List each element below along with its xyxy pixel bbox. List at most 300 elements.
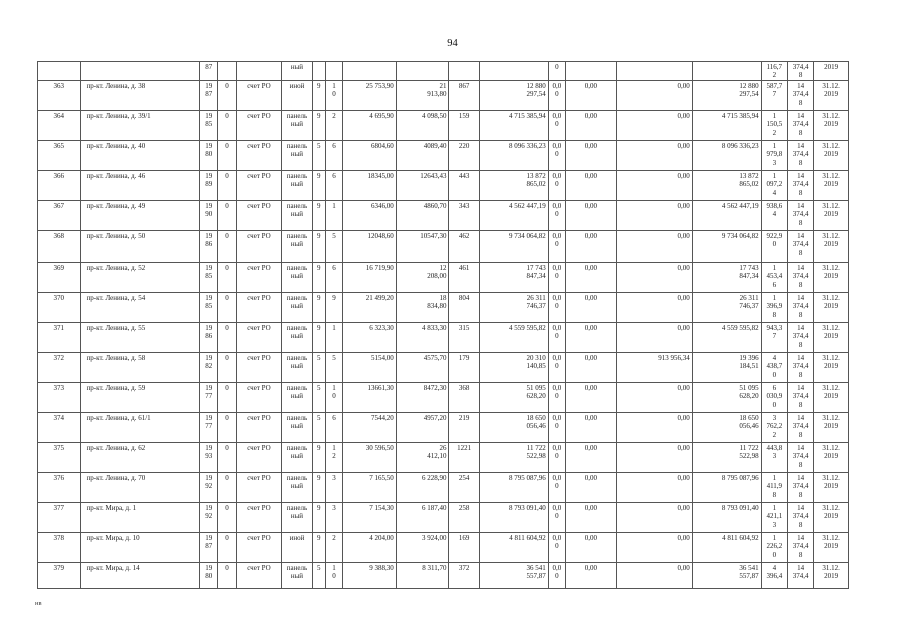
deadline-text: 31.12. [822, 353, 840, 362]
total-cost-cell [479, 110, 548, 140]
build-year-text: 19 [205, 293, 213, 302]
build-year-text: 19 [205, 231, 213, 240]
unit-cost-text: 453,4 [766, 272, 783, 281]
max-unit-cost-text: 8 [798, 520, 803, 529]
zero-flag-text: 0 [225, 533, 229, 542]
row-number-text: 365 [53, 141, 65, 150]
max-unit-cost-text: 8 [798, 71, 803, 80]
total-area-text: 4 204,00 [369, 533, 394, 542]
row-number-text: 372 [53, 353, 65, 362]
wall-material-text: панель [286, 201, 308, 210]
total-cost-text: 51 095 [526, 383, 546, 392]
zero-flag-cell [218, 352, 236, 382]
deadline-text: 31.12. [822, 171, 840, 180]
residents-cell [449, 292, 479, 322]
entrances-text: 2 [332, 452, 336, 461]
zero-flag-text: 0 [225, 323, 229, 332]
fund-method-cell [236, 472, 282, 502]
total-cost-text: 8 795 087,96 [509, 473, 546, 482]
floors-text: 9 [316, 81, 321, 90]
unit-cost-text: 226,2 [766, 542, 783, 551]
unit-cost-cell [761, 352, 787, 382]
build-year-cell [200, 412, 218, 442]
subsidy-text: 0,00 [584, 383, 597, 392]
entrances-cell [325, 322, 342, 352]
total-cost-cell [479, 80, 548, 110]
build-year-text: 19 [205, 171, 213, 180]
fund-cost-cell [692, 412, 761, 442]
build-year-cell [200, 502, 218, 532]
max-unit-cost-cell [787, 230, 813, 262]
fund-method-cell [236, 110, 282, 140]
build-year-cell [200, 352, 218, 382]
entrances-cell [325, 532, 342, 562]
fund-method-text: счет РО [247, 503, 271, 512]
total-area-cell [343, 110, 397, 140]
fund-cost-cell [692, 230, 761, 262]
fund-cost-text: 847,34 [739, 272, 759, 281]
address-text: пр-кт. Ленина, д. 54 [86, 293, 146, 302]
floors-text: 5 [316, 141, 321, 150]
build-year-text: 93 [205, 452, 213, 461]
owner-funds-text: 0,00 [677, 81, 690, 90]
share-cell [548, 200, 565, 230]
table-row [38, 352, 849, 382]
residents-cell [449, 532, 479, 562]
unit-cost-text: 7 [772, 90, 777, 99]
max-unit-cost-text: 374,4 [792, 240, 809, 249]
wall-material-text: ный [290, 332, 304, 341]
subsidy-cell [566, 140, 617, 170]
total-cost-text: 847,34 [526, 272, 546, 281]
wall-material-cell [282, 80, 312, 110]
build-year-text: 19 [205, 413, 213, 422]
entrances-text: 1 [332, 323, 336, 332]
floors-cell [312, 562, 325, 588]
deadline-text: 2019 [824, 150, 839, 159]
living-area-text: 12 [439, 263, 447, 272]
row-number-cell [38, 562, 81, 588]
deadline-text: 31.12. [822, 201, 840, 210]
deadline-text: 31.12. [822, 503, 840, 512]
build-year-cell [200, 110, 218, 140]
total-area-cell [343, 292, 397, 322]
living-area-cell [396, 262, 449, 292]
residents-text: 220 [458, 141, 470, 150]
build-year-text: 19 [205, 383, 213, 392]
subsidy-cell [566, 382, 617, 412]
share-text: 0,0 [552, 443, 562, 452]
residents-text: 461 [458, 263, 470, 272]
total-cost-text: 4 811 604,92 [509, 533, 546, 542]
residents-text: 443 [458, 171, 470, 180]
unit-cost-cell [761, 170, 787, 200]
total-area-text: 30 596,50 [365, 443, 394, 452]
fund-cost-text: 557,87 [739, 572, 759, 581]
total-area-cell [343, 442, 397, 472]
floors-text: 5 [316, 413, 321, 422]
entrances-cell [325, 80, 342, 110]
max-unit-cost-text: 374,4 [792, 422, 809, 431]
table-row [38, 322, 849, 352]
table-row [38, 80, 849, 110]
row-number-cell [38, 230, 81, 262]
share-text: 0 [555, 542, 559, 551]
floors-cell [312, 262, 325, 292]
deadline-text: 31.12. [822, 293, 840, 302]
entrances-cell [325, 170, 342, 200]
build-year-text: 19 [205, 563, 213, 572]
deadline-cell [814, 230, 849, 262]
total-cost-cell [479, 442, 548, 472]
unit-cost-cell [761, 62, 787, 81]
deadline-cell [814, 562, 849, 588]
wall-material-text: ный [290, 452, 304, 461]
entrances-cell [325, 412, 342, 442]
subsidy-cell [566, 110, 617, 140]
fund-method-text: счет РО [247, 533, 271, 542]
address-text: пр-кт. Ленина, д. 61/1 [86, 413, 151, 422]
build-year-cell [200, 442, 218, 472]
entrances-cell [325, 382, 342, 412]
max-unit-cost-text: 8 [798, 188, 803, 197]
max-unit-cost-text: 374,4 [792, 362, 809, 371]
max-unit-cost-cell [787, 80, 813, 110]
total-area-cell [343, 140, 397, 170]
living-area-text: 3 924,00 [421, 533, 447, 542]
build-year-text: 19 [205, 503, 213, 512]
fund-cost-text: 8 096 336,23 [721, 141, 759, 150]
fund-method-text: счет РО [247, 141, 271, 150]
total-area-text: 12048,60 [367, 231, 394, 240]
fund-method-text: счет РО [247, 323, 271, 332]
fund-cost-cell [692, 110, 761, 140]
total-area-cell [343, 170, 397, 200]
total-cost-text: 4 715 385,94 [509, 111, 546, 120]
address-text: пр-кт. Мира, д. 1 [86, 503, 137, 512]
entrances-text: 3 [332, 503, 336, 512]
wall-material-text: ный [290, 120, 304, 129]
owner-funds-cell [616, 562, 692, 588]
deadline-text: 31.12. [822, 323, 840, 332]
owner-funds-text: 0,00 [677, 563, 690, 572]
floors-text: 9 [316, 443, 321, 452]
share-text: 0,0 [552, 563, 562, 572]
fund-cost-cell [692, 502, 761, 532]
deadline-cell [814, 170, 849, 200]
deadline-text: 2019 [824, 272, 839, 281]
unit-cost-text: 396,4 [766, 572, 783, 581]
wall-material-text: панель [286, 231, 308, 240]
unit-cost-text: 0 [772, 400, 777, 409]
fund-cost-cell [692, 62, 761, 81]
fund-cost-text: 4 559 595,82 [721, 323, 759, 332]
address-cell [80, 442, 200, 472]
unit-cost-cell [761, 532, 787, 562]
total-cost-text: 26 311 [526, 293, 546, 302]
total-area-cell [343, 322, 397, 352]
zero-flag-text: 0 [225, 81, 229, 90]
row-number-cell [38, 200, 81, 230]
max-unit-cost-text: 14 [797, 353, 805, 362]
deadline-cell [814, 140, 849, 170]
deadline-cell [814, 532, 849, 562]
share-text: 0 [555, 512, 559, 521]
wall-material-text: ный [290, 63, 304, 71]
unit-cost-text: 1 [772, 473, 777, 482]
unit-cost-text: 2 [772, 71, 777, 80]
row-number-cell [38, 110, 81, 140]
fund-method-cell [236, 200, 282, 230]
build-year-text: 19 [205, 323, 213, 332]
share-text: 0,0 [552, 353, 562, 362]
total-cost-text: 628,20 [526, 392, 546, 401]
unit-cost-cell [761, 442, 787, 472]
total-cost-text: 36 541 [526, 563, 546, 572]
living-area-cell [396, 230, 449, 262]
share-cell [548, 382, 565, 412]
subsidy-cell [566, 472, 617, 502]
max-unit-cost-text: 374,4 [792, 210, 809, 219]
floors-text: 9 [316, 231, 321, 240]
max-unit-cost-text: 374,4 [792, 90, 809, 99]
max-unit-cost-text: 374,4 [792, 180, 809, 189]
table-row [38, 262, 849, 292]
unit-cost-cell [761, 200, 787, 230]
floors-cell [312, 382, 325, 412]
fund-method-cell [236, 262, 282, 292]
max-unit-cost-text: 14 [797, 263, 805, 272]
subsidy-cell [566, 502, 617, 532]
share-cell [548, 562, 565, 588]
share-text: 0 [555, 272, 559, 281]
residents-text: 258 [458, 503, 470, 512]
row-number-cell [38, 502, 81, 532]
unit-cost-text: 938,6 [766, 201, 783, 210]
entrances-text: 0 [332, 572, 336, 581]
row-number-text: 363 [53, 81, 65, 90]
total-cost-cell [479, 200, 548, 230]
living-area-cell [396, 80, 449, 110]
deadline-text: 31.12. [822, 263, 840, 272]
wall-material-text: ный [290, 422, 304, 431]
share-text: 0 [555, 392, 559, 401]
zero-flag-cell [218, 262, 236, 292]
total-area-text: 9 388,30 [369, 563, 394, 572]
owner-funds-cell [616, 170, 692, 200]
total-cost-cell [479, 62, 548, 81]
build-year-text: 19 [205, 353, 213, 362]
unit-cost-text: 943,3 [766, 323, 783, 332]
deadline-text: 31.12. [822, 443, 840, 452]
max-unit-cost-cell [787, 562, 813, 588]
unit-cost-text: 438,7 [766, 362, 783, 371]
fund-method-cell [236, 62, 282, 81]
wall-material-text: панель [286, 293, 308, 302]
total-cost-cell [479, 292, 548, 322]
deadline-text: 2019 [824, 452, 839, 461]
entrances-cell [325, 140, 342, 170]
max-unit-cost-text: 8 [798, 98, 803, 107]
unit-cost-cell [761, 110, 787, 140]
table-row [38, 382, 849, 412]
residents-cell [449, 230, 479, 262]
table-row [38, 472, 849, 502]
max-unit-cost-text: 8 [798, 248, 803, 257]
unit-cost-cell [761, 230, 787, 262]
total-cost-cell [479, 382, 548, 412]
fund-method-cell [236, 502, 282, 532]
subsidy-text: 0,00 [584, 81, 597, 90]
row-number-text: 376 [53, 473, 65, 482]
wall-material-text: панель [286, 263, 308, 272]
share-text: 0,0 [552, 503, 562, 512]
fund-method-text: счет РО [247, 201, 271, 210]
fund-cost-cell [692, 532, 761, 562]
address-cell [80, 532, 200, 562]
wall-material-text: ный [290, 180, 304, 189]
table-row [38, 442, 849, 472]
max-unit-cost-text: 374,4 [792, 542, 809, 551]
entrances-cell [325, 292, 342, 322]
entrances-text: 1 [332, 563, 336, 572]
address-cell [80, 412, 200, 442]
unit-cost-text: 421,1 [766, 512, 783, 521]
address-cell [80, 472, 200, 502]
max-unit-cost-cell [787, 442, 813, 472]
residents-cell [449, 170, 479, 200]
max-unit-cost-text: 14 [797, 413, 805, 422]
build-year-text: 80 [205, 150, 213, 159]
table-row [38, 230, 849, 262]
fund-method-cell [236, 292, 282, 322]
build-year-cell [200, 562, 218, 588]
fund-cost-text: 865,02 [739, 180, 759, 189]
entrances-text: 6 [332, 171, 336, 180]
share-cell [548, 292, 565, 322]
deadline-text: 31.12. [822, 231, 840, 240]
floors-text: 9 [316, 473, 321, 482]
unit-cost-text: 7 [772, 332, 777, 341]
owner-funds-cell [616, 412, 692, 442]
living-area-cell [396, 110, 449, 140]
max-unit-cost-cell [787, 110, 813, 140]
total-cost-cell [479, 170, 548, 200]
owner-funds-cell [616, 352, 692, 382]
build-year-cell [200, 170, 218, 200]
unit-cost-text: 2 [772, 128, 777, 137]
deadline-text: 31.12. [822, 473, 840, 482]
subsidy-text: 0,00 [584, 563, 597, 572]
subsidy-text: 0,00 [584, 353, 597, 362]
wall-material-cell [282, 322, 312, 352]
zero-flag-text: 0 [225, 473, 229, 482]
build-year-text: 85 [205, 272, 213, 281]
address-text: пр-кт. Ленина, д. 38 [86, 81, 146, 90]
total-cost-cell [479, 322, 548, 352]
zero-flag-cell [218, 382, 236, 412]
deadline-text: 2019 [824, 362, 839, 371]
fund-method-text: счет РО [247, 171, 271, 180]
owner-funds-text: 0,00 [677, 293, 690, 302]
row-number-text: 364 [53, 111, 65, 120]
entrances-text: 2 [332, 111, 336, 120]
subsidy-text: 0,00 [584, 201, 597, 210]
floors-text: 9 [316, 171, 321, 180]
total-cost-text: 9 734 064,82 [509, 231, 546, 240]
total-area-text: 7544,20 [371, 413, 394, 422]
share-cell [548, 532, 565, 562]
build-year-cell [200, 472, 218, 502]
table-row [38, 140, 849, 170]
total-area-text: 6804,60 [371, 141, 394, 150]
address-text: пр-кт. Ленина, д. 39/1 [86, 111, 151, 120]
deadline-text: 31.12. [822, 81, 840, 90]
max-unit-cost-text: 8 [798, 430, 803, 439]
unit-cost-text: 4 [772, 353, 777, 362]
subsidy-cell [566, 442, 617, 472]
max-unit-cost-text: 14 [797, 503, 805, 512]
max-unit-cost-cell [787, 352, 813, 382]
wall-material-cell [282, 382, 312, 412]
wall-material-cell [282, 110, 312, 140]
unit-cost-text: 2 [772, 430, 777, 439]
total-area-text: 7 154,30 [369, 503, 394, 512]
fund-cost-text: 4 715 385,94 [721, 111, 759, 120]
zero-flag-cell [218, 412, 236, 442]
total-area-text: 25 753,90 [365, 81, 394, 90]
owner-funds-cell [616, 322, 692, 352]
address-text: пр-кт. Ленина, д. 55 [86, 323, 146, 332]
build-year-text: 19 [205, 443, 213, 452]
wall-material-cell [282, 352, 312, 382]
table-row [38, 562, 849, 588]
share-text: 0,0 [552, 171, 562, 180]
deadline-cell [814, 62, 849, 81]
register-rows [38, 62, 849, 589]
deadline-text: 2019 [824, 240, 839, 249]
address-text: пр-кт. Ленина, д. 52 [86, 263, 146, 272]
total-area-text: 16 719,90 [365, 263, 394, 272]
total-cost-text: 557,87 [526, 572, 546, 581]
unit-cost-text: 1 [772, 263, 777, 272]
floors-cell [312, 170, 325, 200]
living-area-text: 12643,43 [420, 171, 447, 180]
deadline-cell [814, 352, 849, 382]
unit-cost-text: 1 [772, 503, 777, 512]
max-unit-cost-cell [787, 140, 813, 170]
owner-funds-text: 0,00 [677, 413, 690, 422]
build-year-cell [200, 262, 218, 292]
max-unit-cost-cell [787, 170, 813, 200]
unit-cost-text: 1 [772, 171, 777, 180]
max-unit-cost-text: 374,4 [792, 392, 809, 401]
floors-cell [312, 110, 325, 140]
address-cell [80, 200, 200, 230]
floors-cell [312, 80, 325, 110]
living-area-text: 412,10 [427, 452, 447, 461]
fund-method-cell [236, 412, 282, 442]
subsidy-text: 0,00 [584, 231, 597, 240]
share-text: 0,0 [552, 201, 562, 210]
build-year-text: 80 [205, 572, 213, 581]
table-row [38, 110, 849, 140]
subsidy-cell [566, 170, 617, 200]
deadline-text: 2019 [824, 63, 839, 71]
owner-funds-text: 0,00 [677, 473, 690, 482]
total-cost-text: 18 650 [526, 413, 546, 422]
owner-funds-text: 0,00 [677, 503, 690, 512]
